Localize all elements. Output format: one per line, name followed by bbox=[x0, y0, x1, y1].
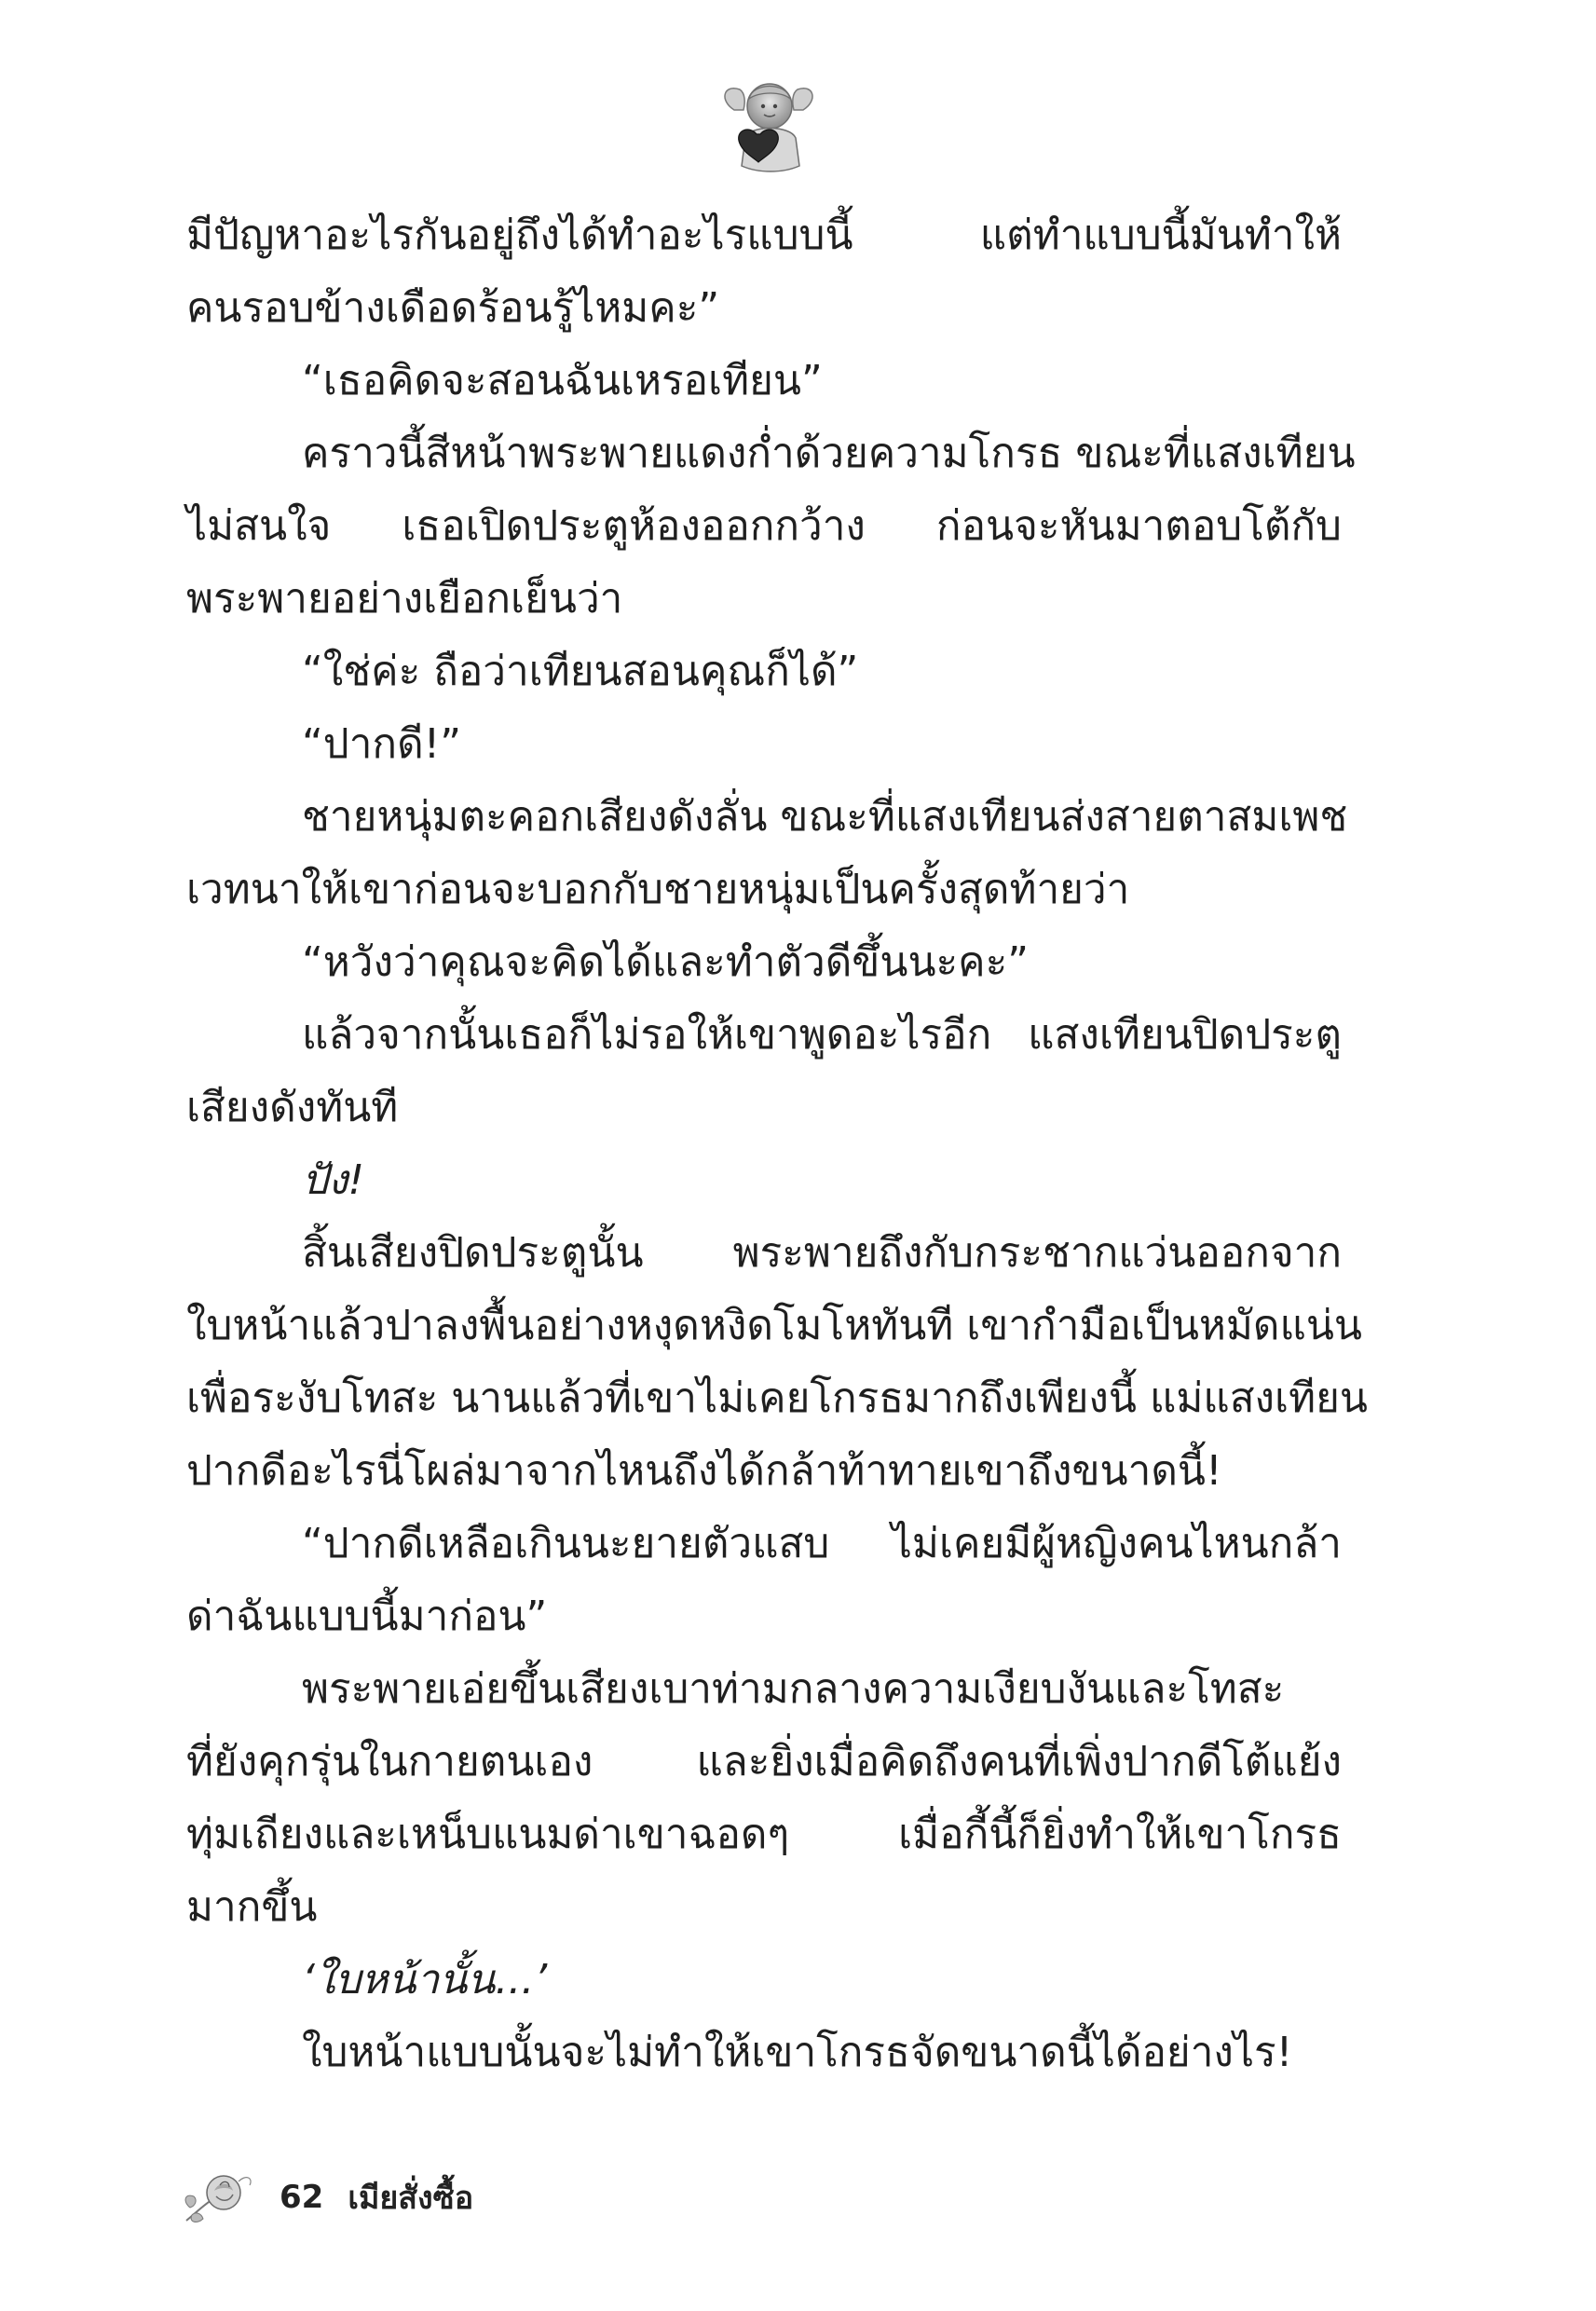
text-line: ทุ่มเถียงและเหน็บแนมด่าเขาฉอดๆ เมื่อกี้นี้ก็ยิ่งทำให้เขาโกรธ bbox=[186, 1811, 1342, 1858]
cherub-heart-icon bbox=[717, 73, 820, 177]
text-line: ปัง! bbox=[302, 1156, 365, 1204]
text-line: ด่าฉันแบบนี้มาก่อน” bbox=[186, 1593, 548, 1640]
text-line: พระพายอย่างเยือกเย็นว่า bbox=[186, 575, 623, 622]
text-line: เวทนาให้เขาก่อนจะบอกกับชายหนุ่มเป็นครั้งสุดท้ายว่า bbox=[186, 866, 1130, 913]
text-line: ใบหน้าแบบนั้นจะไม่ทำให้เขาโกรธจัดขนาดนี้ได้อย่างไร! bbox=[302, 2029, 1293, 2076]
text-line: พระพายเอ่ยขึ้นเสียงเบาท่ามกลางความเงียบงันและโทสะ bbox=[302, 1665, 1285, 1713]
text-line: ไม่สนใจ เธอเปิดประตูห้องออกกว้าง ก่อนจะหันมาตอบโต้กับ bbox=[186, 502, 1342, 550]
text-line: คราวนี้สีหน้าพระพายแดงก่ำด้วยความโกรธ ขณะที่แสงเทียน bbox=[302, 430, 1356, 477]
text-line: มีปัญหาอะไรกันอยู่ถึงได้ทำอะไรแบบนี้ แต่ทำแบบนี้มันทำให้ bbox=[186, 212, 1342, 259]
text-line: เสียงดังทันที bbox=[186, 1084, 399, 1131]
text-line: “เธอคิดจะสอนฉันเหรอเทียน” bbox=[302, 357, 823, 404]
rose-ornament-icon bbox=[177, 2165, 261, 2230]
text-line: ‘ใบหน้านั้น...’ bbox=[302, 1956, 548, 2003]
text-line: เพื่อระงับโทสะ นานแล้วที่เขาไม่เคยโกรธมากถึงเพียงนี้ แม่แสงเทียน bbox=[186, 1374, 1368, 1422]
text-line: แล้วจากนั้นเธอก็ไม่รอให้เขาพูดอะไรอีก แสงเทียนปิดประตู bbox=[302, 1011, 1342, 1059]
text-line: “หวังว่าคุณจะคิดได้และทำตัวดีขึ้นนะคะ” bbox=[302, 938, 1030, 986]
text-line: “ใช่ค่ะ ถือว่าเทียนสอนคุณก็ได้” bbox=[302, 648, 859, 695]
text-line: สิ้นเสียงปิดประตูนั้น พระพายถึงกับกระชากแว่นออกจาก bbox=[302, 1229, 1342, 1277]
text-line: คนรอบข้างเดือดร้อนรู้ไหมคะ” bbox=[186, 284, 720, 332]
text-line: มากขึ้น bbox=[186, 1883, 318, 1931]
page-footer bbox=[177, 2160, 829, 2235]
text-line: ชายหนุ่มตะคอกเสียงดังลั่น ขณะที่แสงเทียนส่งสายตาสมเพช bbox=[302, 793, 1348, 841]
text-line: “ปากดี!” bbox=[302, 720, 462, 768]
page-number: 62 bbox=[280, 2179, 324, 2216]
book-title: เมียสั่งซื้อ bbox=[348, 2180, 474, 2217]
body-text bbox=[186, 199, 1368, 2089]
text-line: ปากดีอะไรนี่โผล่มาจากไหนถึงได้กล้าท้าทายเขาถึงขนาดนี้! bbox=[186, 1447, 1222, 1495]
text-line: “ปากดีเหลือเกินนะยายตัวแสบ ไม่เคยมีผู้หญิงคนไหนกล้า bbox=[302, 1520, 1342, 1567]
text-line: ที่ยังคุกรุ่นในกายตนเอง และยิ่งเมื่อคิดถึงคนที่เพิ่งปากดีโต้แย้ง bbox=[186, 1738, 1342, 1785]
text-line: ใบหน้าแล้วปาลงพื้นอย่างหงุดหงิดโมโหทันที เขากำมือเป็นหมัดแน่น bbox=[186, 1302, 1363, 1349]
